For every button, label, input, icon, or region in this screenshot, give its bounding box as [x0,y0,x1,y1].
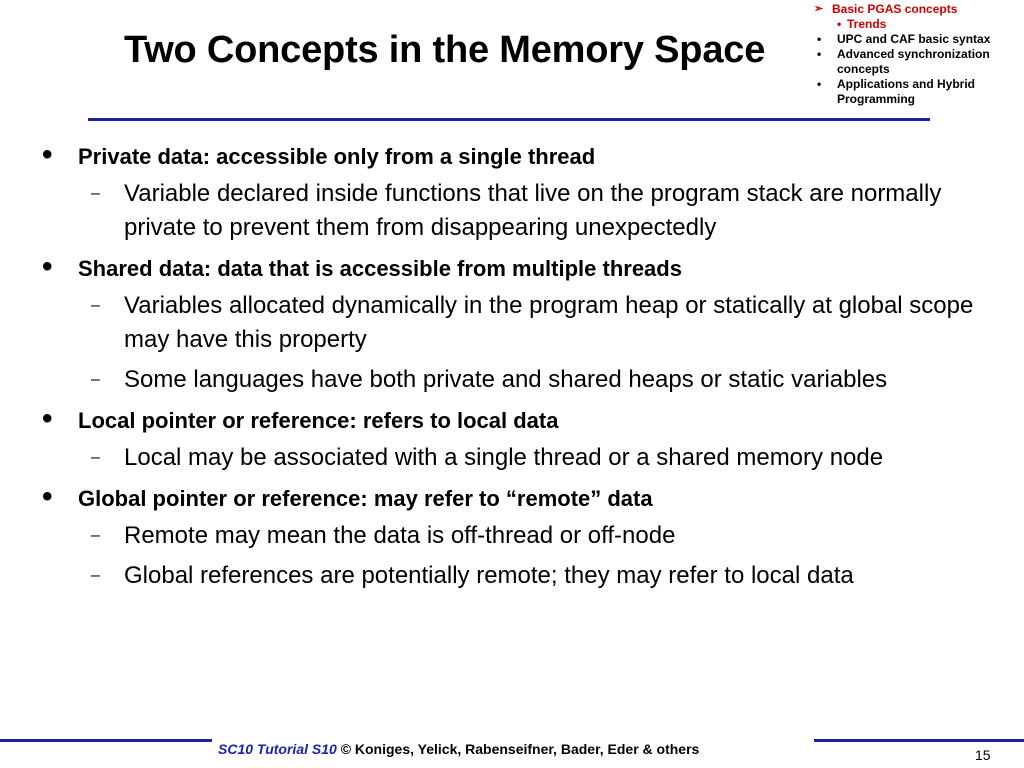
bullet-shared-data [36,250,1006,283]
bullet-icon: • [817,77,822,91]
sub-bullet-text: Variables allocated dynamically in the program heap or statically at global scope may have this property [124,292,974,353]
title-divider [88,118,930,121]
footer-divider-left [0,739,212,742]
bullet-icon: • [837,17,842,31]
outline-item-label: Basic PGAS concepts [832,2,958,16]
bullet-text: Global pointer or reference: may refer to “remote” data [78,486,653,511]
bullet-global-pointer [36,480,1006,513]
outline-item-applications [808,77,1024,107]
page-number: 15 [975,747,991,763]
bullet-local-pointer [36,402,1006,435]
bullet-icon: • [42,250,53,283]
outline-item-label: Advanced synchronization concepts [837,47,990,76]
outline-item-trends [808,17,1024,32]
dash-icon: – [91,567,100,584]
footer-credits [218,741,699,757]
sub-bullet-text: Some languages have both private and shared heaps or static variables [124,366,888,393]
sub-bullet-text: Variable declared inside functions that live on the program stack are normally private to prevent them from disappearing unexpectedly [124,180,942,241]
footer-divider-right [814,739,1024,742]
sub-bullet [36,363,1006,397]
outline-item-label: Applications and Hybrid Programming [837,77,976,106]
bullet-text: Private data: accessible only from a single thread [78,144,596,169]
dash-icon: – [91,297,100,314]
slide-body [36,138,1006,593]
arrow-marker-icon: ➢ [814,3,824,15]
bullet-private-data [36,138,1006,171]
bullet-text: Local pointer or reference: refers to local data [78,408,559,433]
footer-authors: © Koniges, Yelick, Rabenseifner, Bader, Eder & others [340,741,700,757]
sub-bullet-text: Remote may mean the data is off-thread or off-node [124,522,676,549]
bullet-icon: • [42,138,53,171]
sub-bullet [36,559,1006,593]
sub-bullet [36,441,1006,475]
outline-item-label: Trends [847,17,887,31]
tutorial-outline [808,2,1024,107]
outline-item-label: UPC and CAF basic syntax [837,32,991,46]
outline-item-basic-pgas [808,2,1024,17]
sub-bullet [36,177,1006,245]
outline-item-upc-caf [808,32,1024,47]
dash-icon: – [91,371,100,388]
bullet-icon: • [42,402,53,435]
bullet-text: Shared data: data that is accessible from multiple threads [78,256,682,281]
footer-course: SC10 Tutorial S10 [218,741,337,757]
outline-item-advanced-sync [808,47,1024,77]
sub-bullet [36,289,1006,357]
sub-bullet-text: Global references are potentially remote; they may refer to local data [124,562,854,589]
sub-bullet-text: Local may be associated with a single thread or a shared memory node [124,444,884,471]
bullet-icon: • [817,47,822,61]
slide-title: Two Concepts in the Memory Space [124,29,766,71]
bullet-icon: • [42,480,53,513]
bullet-icon: • [817,32,822,46]
dash-icon: – [91,527,100,544]
sub-bullet [36,519,1006,553]
dash-icon: – [91,185,100,202]
dash-icon: – [91,449,100,466]
